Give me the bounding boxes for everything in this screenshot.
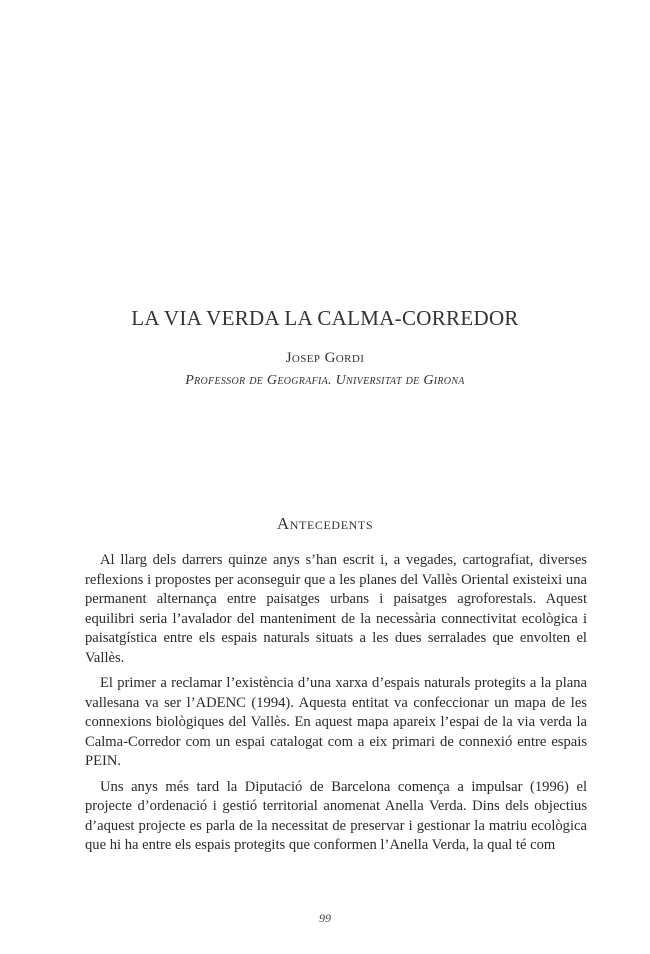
paragraph: Uns anys més tard la Diputació de Barcelona comença a impulsar (1996) el projecte d’ordenació i gestió territorial anomenat Anella Verda. Dins dels objectius d’aquest projecte es parla de la necessitat de preservar i gestionar la matriu ecològica que hi ha entre els espais protegits que conformen l’Anella Verda, la qual té com bbox=[85, 778, 587, 853]
paragraph: El primer a reclamar l’existència d’una xarxa d’espais naturals protegits a la plana vallesana va ser l’ADENC (1994). Aquesta entitat va confeccionar un mapa de les connexions biològiques del Vallès. En aquest mapa apareix l’espai de la via verda la Calma-Corredor com un espai catalogat com a eix primari de connexió entre espais PEIN. bbox=[85, 675, 587, 769]
author-affiliation: Professor de Geografia. Universitat de Girona bbox=[185, 373, 465, 388]
body-text bbox=[85, 551, 587, 862]
author-name: Josep Gordi bbox=[285, 350, 365, 366]
page-number: 99 bbox=[319, 911, 331, 925]
section-heading: Antecedents bbox=[276, 514, 374, 533]
article-title: LA VIA VERDA LA CALMA-CORREDOR bbox=[131, 306, 519, 330]
paragraph: Al llarg dels darrers quinze anys s’han escrit i, a vegades, cartografiat, diverses reflexions i propostes per aconseguir que a les planes del Vallès Oriental existeixi una permanent alternança entre paisatges urbans i paisatges agroforestals. Aquest equilibri seria l’avalador del manteniment de la necessària connectivitat ecològica i paisatgística entre els espais naturals situats a les dues serralades que envolten el Vallès. bbox=[85, 552, 587, 666]
